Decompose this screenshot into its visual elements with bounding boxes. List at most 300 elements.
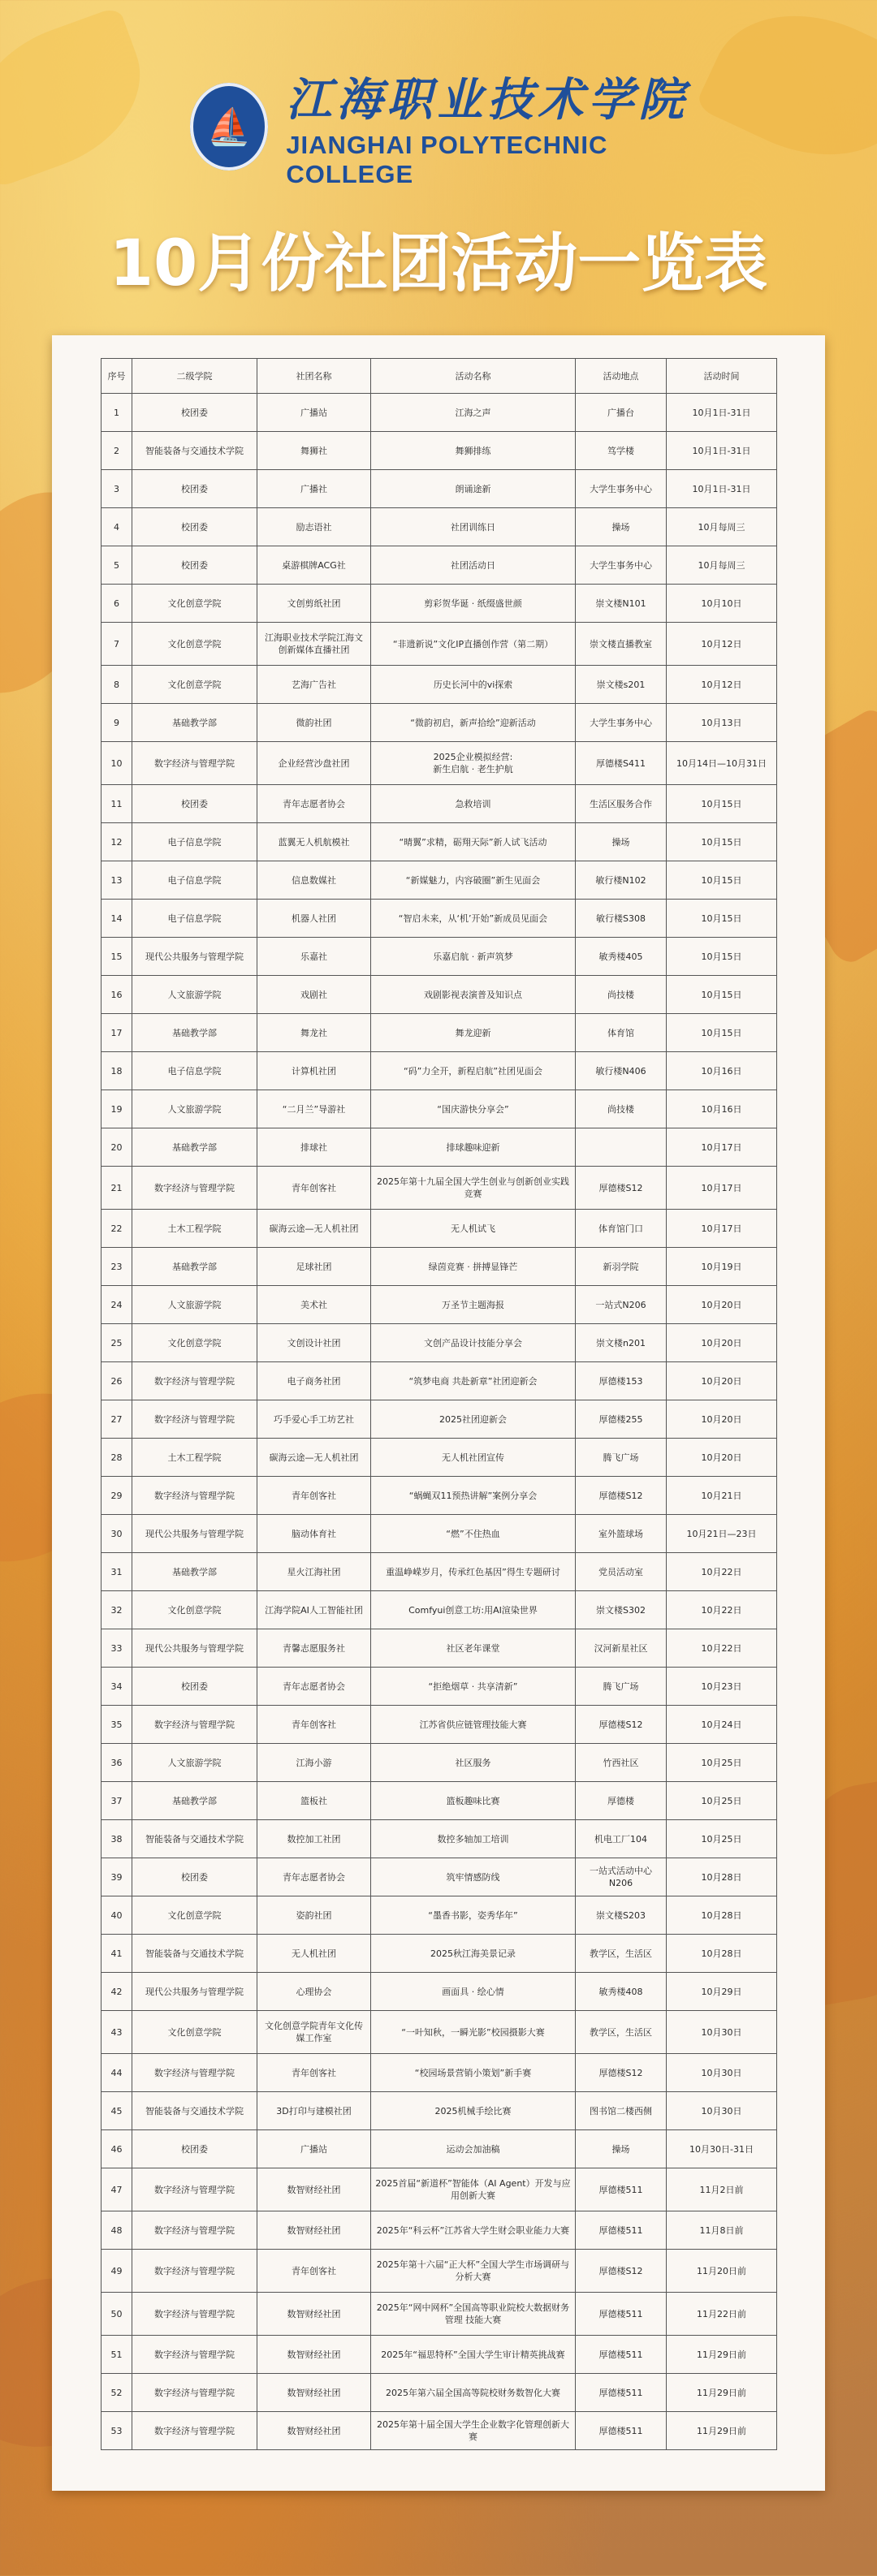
cell-activity: 无人机社团宣传	[371, 1439, 576, 1477]
cell-activity: “筑梦电商 共赴新章”社团迎新会	[371, 1362, 576, 1400]
cell-time: 10月30日-31日	[667, 2130, 777, 2168]
cell-club: 碳海云途—无人机社团	[257, 1210, 371, 1248]
cell-index: 46	[102, 2130, 132, 2168]
cell-location: 尚技楼	[576, 1090, 667, 1128]
cell-time: 10月1日-31日	[667, 394, 777, 432]
table-row	[102, 394, 777, 432]
table-row	[102, 2011, 777, 2054]
cell-college: 数字经济与管理学院	[132, 1167, 257, 1210]
cell-college: 基础教学部	[132, 1782, 257, 1820]
header-activity: 活动名称	[371, 359, 576, 394]
cell-activity: “码”力全开，新程启航”社团见面会	[371, 1052, 576, 1090]
cell-time: 10月15日	[667, 1014, 777, 1052]
cell-club: 江海学院AI人工智能社团	[257, 1591, 371, 1629]
table-row	[102, 1014, 777, 1052]
table-row	[102, 1128, 777, 1167]
cell-location: 笃学楼	[576, 432, 667, 470]
cell-club: 桌游棋牌ACG社	[257, 546, 371, 585]
cell-club: 广播站	[257, 394, 371, 432]
cell-club: 篮板社	[257, 1782, 371, 1820]
table-row	[102, 1248, 777, 1286]
cell-time: 10月12日	[667, 623, 777, 666]
cell-college: 校团委	[132, 470, 257, 508]
table-row	[102, 1706, 777, 1744]
table-row	[102, 1515, 777, 1553]
cell-club: 星火江海社团	[257, 1553, 371, 1591]
table-row	[102, 785, 777, 823]
cell-time: 10月14日—10月31日	[667, 742, 777, 785]
cell-time: 10月28日	[667, 1935, 777, 1973]
cell-club: 江海职业技术学院江海文创新媒体直播社团	[257, 623, 371, 666]
table-row	[102, 1400, 777, 1439]
cell-club: 数智财经社团	[257, 2168, 371, 2211]
table-row	[102, 1591, 777, 1629]
cell-club: 数智财经社团	[257, 2374, 371, 2412]
table-row	[102, 1858, 777, 1896]
cell-time: 10月每周三	[667, 546, 777, 585]
cell-location: 厚德楼511	[576, 2336, 667, 2374]
table-row	[102, 546, 777, 585]
cell-location: 厚德楼511	[576, 2293, 667, 2336]
cell-index: 15	[102, 938, 132, 976]
cell-college: 数字经济与管理学院	[132, 1362, 257, 1400]
college-emblem-icon: ⛵	[190, 83, 268, 170]
cell-time: 10月15日	[667, 823, 777, 861]
cell-college: 人文旅游学院	[132, 976, 257, 1014]
cell-college: 文化创意学院	[132, 1591, 257, 1629]
table-row	[102, 1973, 777, 2011]
cell-college: 电子信息学院	[132, 823, 257, 861]
cell-index: 53	[102, 2412, 132, 2450]
cell-activity: 2025年第十届全国大学生企业数字化管理创新大赛	[371, 2412, 576, 2450]
cell-location: 大学生事务中心	[576, 704, 667, 742]
header-index: 序号	[102, 359, 132, 394]
cell-club: 数智财经社团	[257, 2211, 371, 2250]
cell-index: 41	[102, 1935, 132, 1973]
header	[0, 0, 877, 325]
cell-activity: 朗诵途新	[371, 470, 576, 508]
cell-activity: “墨香书影，姿秀华年”	[371, 1896, 576, 1935]
cell-time: 10月1日-31日	[667, 432, 777, 470]
cell-college: 基础教学部	[132, 704, 257, 742]
cell-club: 青年志愿者协会	[257, 1858, 371, 1896]
cell-activity: “非遗新说”文化IP直播创作营（第二期）	[371, 623, 576, 666]
cell-location: 厚德楼255	[576, 1400, 667, 1439]
table-row	[102, 508, 777, 546]
table-row	[102, 432, 777, 470]
cell-college: 数字经济与管理学院	[132, 2211, 257, 2250]
cell-club: 青年创客社	[257, 1706, 371, 1744]
cell-college: 现代公共服务与管理学院	[132, 1973, 257, 2011]
cell-college: 土木工程学院	[132, 1210, 257, 1248]
cell-activity: 筑牢情感防线	[371, 1858, 576, 1896]
cell-college: 电子信息学院	[132, 1052, 257, 1090]
table-row	[102, 1477, 777, 1515]
cell-index: 39	[102, 1858, 132, 1896]
cell-college: 基础教学部	[132, 1014, 257, 1052]
cell-index: 21	[102, 1167, 132, 1210]
cell-club: 文创剪纸社团	[257, 585, 371, 623]
cell-index: 22	[102, 1210, 132, 1248]
cell-index: 6	[102, 585, 132, 623]
cell-club: 足球社团	[257, 1248, 371, 1286]
cell-time: 10月每周三	[667, 508, 777, 546]
cell-location: 崇文楼直播教室	[576, 623, 667, 666]
cell-club: 电子商务社团	[257, 1362, 371, 1400]
cell-time: 10月20日	[667, 1362, 777, 1400]
cell-location: 汉河新星社区	[576, 1629, 667, 1668]
table-row	[102, 1324, 777, 1362]
cell-activity: 2025企业模拟经营: 新生启航 · 老生护航	[371, 742, 576, 785]
cell-club: “二月兰”导游社	[257, 1090, 371, 1128]
table-row	[102, 1362, 777, 1400]
cell-index: 14	[102, 900, 132, 938]
cell-location: 体育馆	[576, 1014, 667, 1052]
cell-time: 10月30日	[667, 2092, 777, 2130]
cell-index: 49	[102, 2250, 132, 2293]
cell-activity: 2025社团迎新会	[371, 1400, 576, 1439]
table-row	[102, 2211, 777, 2250]
cell-activity: “燃”不住热血	[371, 1515, 576, 1553]
cell-index: 17	[102, 1014, 132, 1052]
cell-location: 图书馆二楼西侧	[576, 2092, 667, 2130]
cell-time: 10月17日	[667, 1210, 777, 1248]
cell-index: 42	[102, 1973, 132, 2011]
table-row	[102, 1896, 777, 1935]
cell-time: 10月28日	[667, 1896, 777, 1935]
cell-college: 智能装备与交通技术学院	[132, 1935, 257, 1973]
cell-activity: “微韵初启，新声拾绘”迎新活动	[371, 704, 576, 742]
cell-college: 文化创意学院	[132, 2011, 257, 2054]
cell-location: 尚技楼	[576, 976, 667, 1014]
cell-index: 12	[102, 823, 132, 861]
cell-index: 31	[102, 1553, 132, 1591]
cell-time: 10月13日	[667, 704, 777, 742]
cell-time: 10月24日	[667, 1706, 777, 1744]
cell-activity: 剪彩贺华诞 · 纸缀盛世颜	[371, 585, 576, 623]
cell-club: 数智财经社团	[257, 2336, 371, 2374]
cell-activity: 2025年“网中网杯”全国高等职业院校大数据财务管理 技能大赛	[371, 2293, 576, 2336]
cell-index: 9	[102, 704, 132, 742]
cell-club: 青年志愿者协会	[257, 1668, 371, 1706]
cell-location: 敏行楼N102	[576, 861, 667, 900]
cell-time: 10月16日	[667, 1052, 777, 1090]
cell-time: 10月21日	[667, 1477, 777, 1515]
table-row	[102, 2336, 777, 2374]
cell-college: 基础教学部	[132, 1128, 257, 1167]
cell-club: 青年创客社	[257, 2250, 371, 2293]
cell-index: 7	[102, 623, 132, 666]
cell-college: 校团委	[132, 2130, 257, 2168]
cell-index: 23	[102, 1248, 132, 1286]
cell-index: 30	[102, 1515, 132, 1553]
table-row	[102, 938, 777, 976]
cell-college: 基础教学部	[132, 1553, 257, 1591]
cell-activity: 文创产品设计技能分享会	[371, 1324, 576, 1362]
cell-location: 机电工厂104	[576, 1820, 667, 1858]
college-logo	[190, 73, 693, 188]
cell-club: 艺海广告社	[257, 666, 371, 704]
cell-time: 10月25日	[667, 1744, 777, 1782]
header-time: 活动时间	[667, 359, 777, 394]
cell-index: 32	[102, 1591, 132, 1629]
table-row	[102, 666, 777, 704]
cell-time: 10月20日	[667, 1324, 777, 1362]
cell-activity: 2025年第十九届全国大学生创业与创新创业实践竞赛	[371, 1167, 576, 1210]
cell-location: 大学生事务中心	[576, 546, 667, 585]
cell-club: 微韵社团	[257, 704, 371, 742]
cell-college: 人文旅游学院	[132, 1090, 257, 1128]
cell-time: 10月15日	[667, 861, 777, 900]
cell-college: 数字经济与管理学院	[132, 2054, 257, 2092]
cell-index: 36	[102, 1744, 132, 1782]
cell-club: 无人机社团	[257, 1935, 371, 1973]
cell-activity: “新媒魅力，内容破圈”新生见面会	[371, 861, 576, 900]
cell-location: 厚德楼511	[576, 2412, 667, 2450]
cell-activity: 数控多轴加工培训	[371, 1820, 576, 1858]
header-location: 活动地点	[576, 359, 667, 394]
cell-index: 33	[102, 1629, 132, 1668]
cell-activity: 2025年第六届全国高等院校财务数智化大赛	[371, 2374, 576, 2412]
cell-club: 广播站	[257, 2130, 371, 2168]
table-body	[102, 394, 777, 2450]
cell-index: 1	[102, 394, 132, 432]
cell-location: 厚德楼153	[576, 1362, 667, 1400]
cell-club: 江海小游	[257, 1744, 371, 1782]
cell-activity: 万圣节主题海报	[371, 1286, 576, 1324]
table-row	[102, 900, 777, 938]
cell-time: 10月16日	[667, 1090, 777, 1128]
table-row	[102, 623, 777, 666]
logo-english-name: JIANGHAI POLYTECHNIC COLLEGE	[286, 131, 608, 188]
cell-location: 厚德楼S411	[576, 742, 667, 785]
cell-college: 智能装备与交通技术学院	[132, 2092, 257, 2130]
cell-location: 新羽学院	[576, 1248, 667, 1286]
cell-index: 8	[102, 666, 132, 704]
cell-index: 47	[102, 2168, 132, 2211]
cell-time: 10月23日	[667, 1668, 777, 1706]
table-row	[102, 1782, 777, 1820]
cell-club: 脑动体育社	[257, 1515, 371, 1553]
cell-time: 10月17日	[667, 1128, 777, 1167]
cell-location: 室外篮球场	[576, 1515, 667, 1553]
table-row	[102, 1935, 777, 1973]
cell-time: 10月20日	[667, 1286, 777, 1324]
cell-activity: 2025机械手绘比赛	[371, 2092, 576, 2130]
cell-college: 人文旅游学院	[132, 1286, 257, 1324]
cell-club: 青年志愿者协会	[257, 785, 371, 823]
cell-college: 基础教学部	[132, 1248, 257, 1286]
cell-college: 校团委	[132, 785, 257, 823]
cell-index: 20	[102, 1128, 132, 1167]
cell-activity: Comfyui创意工坊:用AI渲染世界	[371, 1591, 576, 1629]
page-title: 10月份社团活动一览表	[109, 227, 768, 300]
cell-college: 数字经济与管理学院	[132, 2168, 257, 2211]
cell-college: 电子信息学院	[132, 861, 257, 900]
cell-club: 心理协会	[257, 1973, 371, 2011]
cell-location: 一站式N206	[576, 1286, 667, 1324]
cell-time: 10月30日	[667, 2011, 777, 2054]
table-row	[102, 1820, 777, 1858]
cell-time: 10月17日	[667, 1167, 777, 1210]
cell-index: 37	[102, 1782, 132, 1820]
cell-activity: “蜗蝇双11预热讲解”案例分享会	[371, 1477, 576, 1515]
cell-activity: 排球趣味迎新	[371, 1128, 576, 1167]
cell-location: 崇文楼n201	[576, 1324, 667, 1362]
cell-time: 10月1日-31日	[667, 470, 777, 508]
table-row	[102, 704, 777, 742]
table-row	[102, 1052, 777, 1090]
cell-location: 厚德楼S12	[576, 2054, 667, 2092]
cell-club: 励志语社	[257, 508, 371, 546]
cell-activity: 乐嘉启航 · 新声筑梦	[371, 938, 576, 976]
cell-college: 数字经济与管理学院	[132, 1477, 257, 1515]
table-row	[102, 2054, 777, 2092]
cell-location: 竹西社区	[576, 1744, 667, 1782]
cell-club: 文创设计社团	[257, 1324, 371, 1362]
cell-index: 19	[102, 1090, 132, 1128]
table-row	[102, 2250, 777, 2293]
cell-index: 11	[102, 785, 132, 823]
cell-college: 现代公共服务与管理学院	[132, 1515, 257, 1553]
cell-index: 16	[102, 976, 132, 1014]
cell-location: 厚德楼511	[576, 2211, 667, 2250]
table-row	[102, 2092, 777, 2130]
cell-location: 操场	[576, 508, 667, 546]
cell-time: 10月22日	[667, 1553, 777, 1591]
cell-location: 生活区服务合作	[576, 785, 667, 823]
cell-college: 现代公共服务与管理学院	[132, 938, 257, 976]
cell-club: 戏剧社	[257, 976, 371, 1014]
cell-time: 10月30日	[667, 2054, 777, 2092]
cell-club: 青年创客社	[257, 2054, 371, 2092]
cell-college: 电子信息学院	[132, 900, 257, 938]
activity-table	[101, 358, 777, 2450]
cell-club: 机器人社团	[257, 900, 371, 938]
cell-activity: “拒绝烟草 · 共享清新”	[371, 1668, 576, 1706]
cell-activity: 社团活动日	[371, 546, 576, 585]
cell-location: 敏行楼N406	[576, 1052, 667, 1090]
cell-time: 10月25日	[667, 1820, 777, 1858]
cell-college: 数字经济与管理学院	[132, 742, 257, 785]
cell-location: 操场	[576, 823, 667, 861]
cell-location: 崇文楼S203	[576, 1896, 667, 1935]
cell-location: 崇文楼S302	[576, 1591, 667, 1629]
cell-club: 蓝翼无人机航模社	[257, 823, 371, 861]
cell-college: 数字经济与管理学院	[132, 2250, 257, 2293]
table-row	[102, 2374, 777, 2412]
cell-location: 广播台	[576, 394, 667, 432]
cell-club: 舞狮社	[257, 432, 371, 470]
cell-index: 18	[102, 1052, 132, 1090]
cell-time: 10月10日	[667, 585, 777, 623]
table-row	[102, 742, 777, 785]
logo-chinese-name: 江海职业技术学院	[286, 73, 689, 127]
cell-college: 人文旅游学院	[132, 1744, 257, 1782]
cell-time: 11月2日前	[667, 2168, 777, 2211]
table-row	[102, 823, 777, 861]
cell-index: 3	[102, 470, 132, 508]
cell-index: 35	[102, 1706, 132, 1744]
cell-college: 数字经济与管理学院	[132, 2293, 257, 2336]
cell-college: 校团委	[132, 546, 257, 585]
cell-club: 碳海云途—无人机社团	[257, 1439, 371, 1477]
cell-index: 5	[102, 546, 132, 585]
table-row	[102, 585, 777, 623]
cell-college: 数字经济与管理学院	[132, 2374, 257, 2412]
header-club: 社团名称	[257, 359, 371, 394]
cell-college: 文化创意学院	[132, 585, 257, 623]
cell-club: 青年创客社	[257, 1477, 371, 1515]
cell-college: 校团委	[132, 394, 257, 432]
cell-activity: “晴翼”求精，砺翔天际”新人试飞活动	[371, 823, 576, 861]
cell-location: 敏秀楼405	[576, 938, 667, 976]
cell-activity: 篮板趣味比赛	[371, 1782, 576, 1820]
cell-activity: 重温峥嵘岁月，传承红色基因”得生专题研讨	[371, 1553, 576, 1591]
cell-club: 美术社	[257, 1286, 371, 1324]
cell-activity: 舞龙迎新	[371, 1014, 576, 1052]
cell-location: 厚德楼S12	[576, 1167, 667, 1210]
cell-time: 10月28日	[667, 1858, 777, 1896]
cell-club: 广播社	[257, 470, 371, 508]
cell-club: 巧手爱心手工坊艺社	[257, 1400, 371, 1439]
cell-activity: 社区老年课堂	[371, 1629, 576, 1668]
cell-college: 校团委	[132, 1858, 257, 1896]
cell-college: 数字经济与管理学院	[132, 1706, 257, 1744]
table-row	[102, 1286, 777, 1324]
cell-activity: “智启未来，从‘机’开始”新成员见面会	[371, 900, 576, 938]
cell-location	[576, 1128, 667, 1167]
cell-activity: 运动会加油稿	[371, 2130, 576, 2168]
cell-activity: 2025年“福思特杯”全国大学生审计精英挑战赛	[371, 2336, 576, 2374]
cell-activity: 戏剧影视表演普及知识点	[371, 976, 576, 1014]
cell-location: 厚德楼	[576, 1782, 667, 1820]
table-row	[102, 2293, 777, 2336]
cell-club: 数控加工社团	[257, 1820, 371, 1858]
cell-location: 体育馆门口	[576, 1210, 667, 1248]
cell-time: 10月29日	[667, 1973, 777, 2011]
cell-club: 数智财经社团	[257, 2412, 371, 2450]
table-row	[102, 1744, 777, 1782]
cell-index: 25	[102, 1324, 132, 1362]
cell-time: 10月20日	[667, 1400, 777, 1439]
cell-location: 一站式活动中心N206	[576, 1858, 667, 1896]
cell-location: 党员活动室	[576, 1553, 667, 1591]
cell-index: 24	[102, 1286, 132, 1324]
cell-activity: “校园场景营销小策划”新手赛	[371, 2054, 576, 2092]
cell-club: 排球社	[257, 1128, 371, 1167]
cell-activity: “国庆游快分享会”	[371, 1090, 576, 1128]
cell-club: 3D打印与建模社团	[257, 2092, 371, 2130]
cell-time: 10月19日	[667, 1248, 777, 1286]
table-row	[102, 1668, 777, 1706]
cell-location: 厚德楼S12	[576, 1477, 667, 1515]
cell-activity: 社团训练日	[371, 508, 576, 546]
cell-activity: 社区服务	[371, 1744, 576, 1782]
cell-club: 舞龙社	[257, 1014, 371, 1052]
cell-time: 10月15日	[667, 976, 777, 1014]
cell-club: 数智财经社团	[257, 2293, 371, 2336]
cell-college: 文化创意学院	[132, 666, 257, 704]
cell-activity: 画面具 · 绘心情	[371, 1973, 576, 2011]
cell-index: 45	[102, 2092, 132, 2130]
table-row	[102, 2130, 777, 2168]
table-row	[102, 1553, 777, 1591]
cell-activity: 舞狮排练	[371, 432, 576, 470]
cell-activity: “一叶知秋，一瞬光影”校园摄影大赛	[371, 2011, 576, 2054]
cell-college: 土木工程学院	[132, 1439, 257, 1477]
cell-time: 11月22日前	[667, 2293, 777, 2336]
